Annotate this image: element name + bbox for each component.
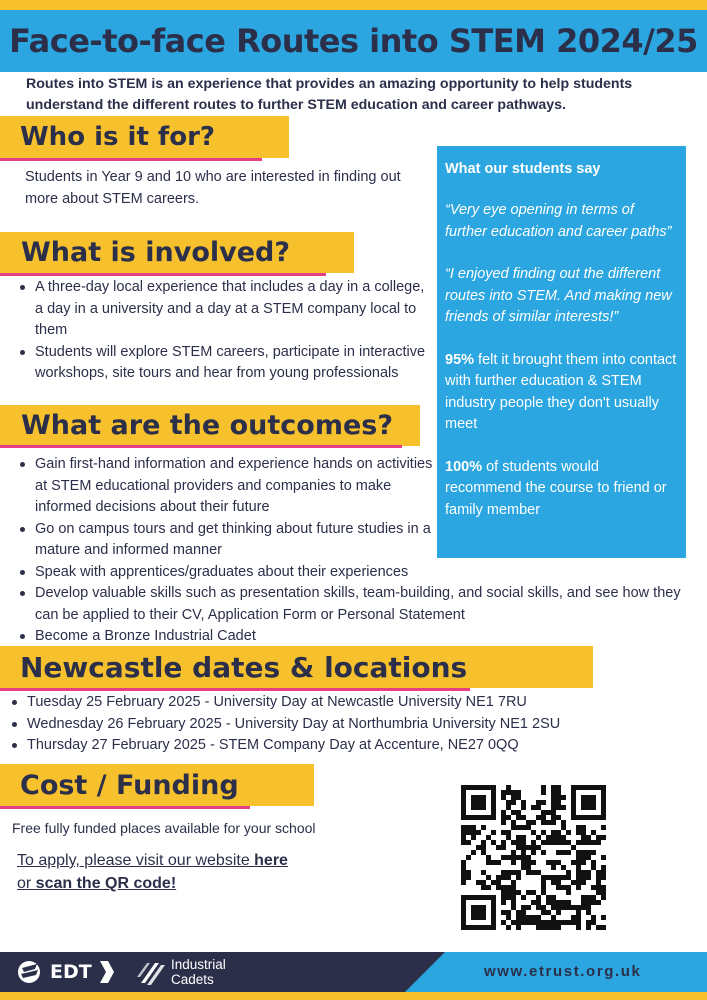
- apply-prefix: To apply, please visit our website: [17, 852, 255, 869]
- apply-line-2: [17, 872, 288, 895]
- list-item: Go on campus tours and get thinking about future studies in a mature and informed manner: [20, 519, 440, 562]
- edt-logo-text: EDT: [50, 961, 92, 983]
- apply-line-2-prefix: or: [17, 875, 36, 892]
- list-item: Wednesday 26 February 2025 - University Day at Northumbria University NE1 2SU: [12, 714, 672, 736]
- testimonials-title: What our students say: [445, 161, 601, 177]
- cost-text: Free fully funded places available for your school: [12, 820, 316, 836]
- dates-list: [12, 692, 672, 757]
- intro-text: Routes into STEM is an experience that provides an amazing opportunity to help students understand the different routes to further STEM education and career pathways.: [26, 76, 633, 113]
- involved-list: [20, 277, 430, 385]
- ic-line-1: Industrial: [171, 957, 226, 972]
- testimonial-quote: “I enjoyed finding out the different routes into STEM. And making new friends of similar interests!”: [445, 266, 672, 325]
- who-text: Students in Year 9 and 10 who are interested in finding out more about STEM careers.: [25, 169, 401, 207]
- involved-heading-underline: [0, 273, 326, 276]
- list-item: Tuesday 25 February 2025 - University Day at Newcastle University NE1 7RU: [12, 692, 672, 714]
- industrial-cadets-text: [171, 957, 251, 987]
- list-item: A three-day local experience that includes a day in a college, a day in a university and a day at a STEM company local to them: [20, 277, 430, 342]
- who-heading-underline: [0, 158, 262, 161]
- list-item: Thursday 27 February 2025 - STEM Company Day at Accenture, NE27 0QQ: [12, 735, 672, 757]
- page-title: Face-to-face Routes into STEM 2024/25: [9, 22, 698, 60]
- list-item: Speak with apprentices/graduates about their experiences: [20, 562, 440, 584]
- edt-arrow-icon: [100, 961, 114, 983]
- apply-line-1: [17, 849, 288, 872]
- who-heading: Who is it for?: [20, 122, 216, 152]
- testimonials-box: [437, 146, 686, 558]
- bottom-accent-bar: [0, 992, 707, 1000]
- testimonial-stat: [445, 350, 678, 436]
- testimonial-quote: “Very eye opening in terms of further education and career paths”: [445, 202, 672, 240]
- dates-heading-underline: [0, 688, 470, 691]
- stat-value: 100%: [445, 458, 483, 475]
- dates-heading: Newcastle dates & locations: [20, 651, 468, 684]
- industrial-cadets-logo: [137, 957, 247, 989]
- cost-heading: Cost / Funding: [20, 770, 239, 801]
- list-item: Gain first-hand information and experience hands on activities at STEM educational providers and companies to make informed decisions about their future: [20, 454, 440, 519]
- cost-heading-underline: [0, 806, 250, 809]
- top-accent-bar: [0, 0, 707, 10]
- list-item: Become a Bronze Industrial Cadet: [20, 626, 440, 648]
- involved-heading: What is involved?: [21, 237, 291, 268]
- testimonial-stat: [445, 457, 678, 522]
- stat-text: felt it brought them into contact with further education & STEM industry people they don't usually meet: [445, 351, 677, 432]
- list-item: Students will explore STEM careers, participate in interactive workshops, site tours and hear from young professionals: [20, 342, 430, 385]
- stat-text: of students would recommend the course to friend or family member: [445, 458, 667, 518]
- apply-text: [17, 849, 288, 895]
- edt-logo: [16, 958, 116, 986]
- qr-cta: scan the QR code!: [35, 875, 177, 892]
- stat-value: 95%: [445, 351, 475, 368]
- qr-code-icon[interactable]: [461, 785, 606, 930]
- industrial-cadets-logo-icon: [137, 959, 167, 987]
- ic-line-2: Cadets: [171, 972, 214, 987]
- footer-url[interactable]: www.etrust.org.uk: [484, 963, 642, 980]
- website-link[interactable]: here: [254, 852, 288, 869]
- edt-logo-icon: [16, 959, 46, 985]
- outcomes-heading: What are the outcomes?: [21, 410, 394, 441]
- list-item: Develop valuable skills such as presentation skills, team-building, and social skills, and see how they can be applied to their CV, Application Form or Personal Statement: [20, 583, 685, 626]
